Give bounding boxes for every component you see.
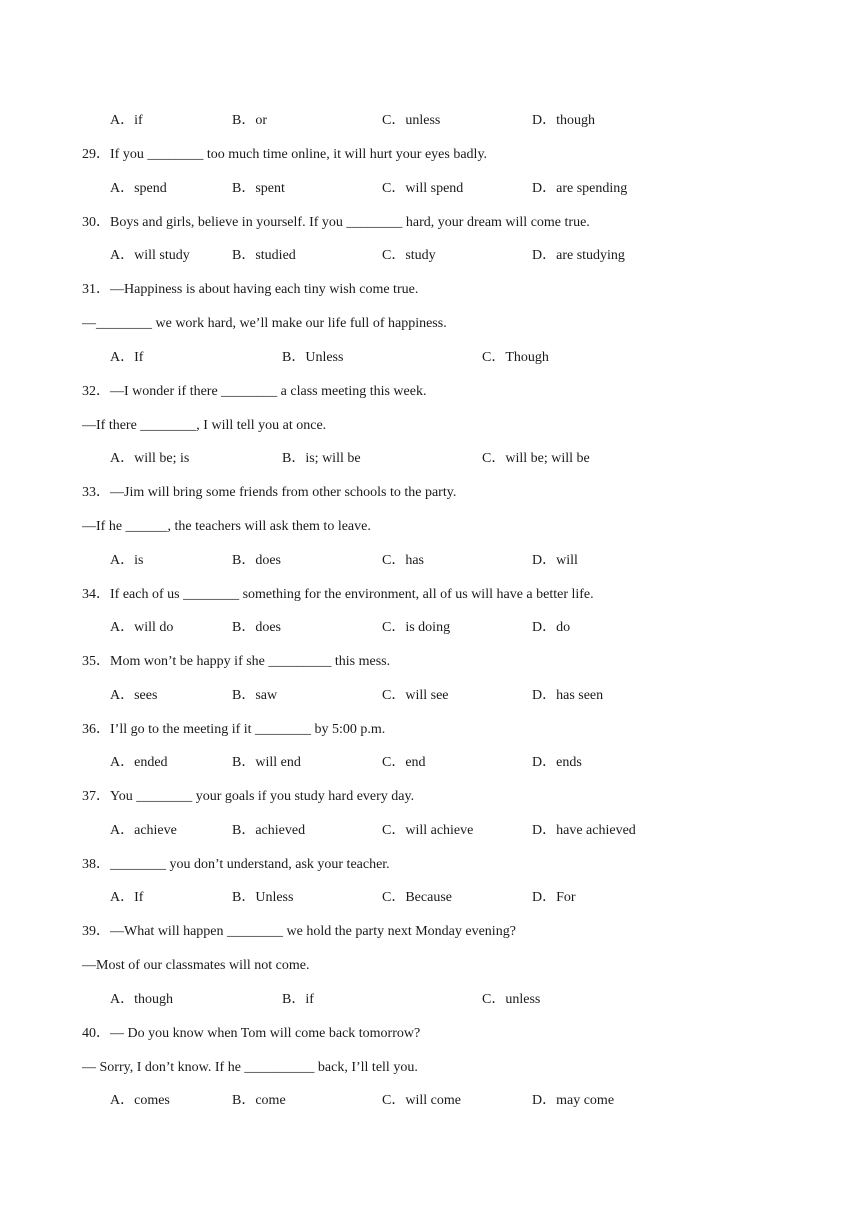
option-c: C．will see bbox=[382, 688, 449, 703]
question-31: 31．—Happiness is about having each tiny wish come true. bbox=[82, 282, 419, 297]
option-c: C．will be; will be bbox=[482, 451, 590, 466]
question-38: 38．________ you don’t understand, ask your teacher. bbox=[82, 857, 390, 872]
option-d: D．may come bbox=[532, 1093, 615, 1108]
option-d: D．do bbox=[532, 620, 571, 635]
option-d: D．have achieved bbox=[532, 823, 636, 838]
option-d: D．has seen bbox=[532, 688, 604, 703]
question-36: 36．I’ll go to the meeting if it ________ by 5:00 p.m. bbox=[82, 722, 386, 737]
option-a: A．If bbox=[110, 350, 144, 365]
option-c: C．has bbox=[382, 553, 424, 568]
option-b: B．is; will be bbox=[282, 451, 361, 466]
option-c: C．will come bbox=[382, 1093, 461, 1108]
question-29: 29．If you ________ too much time online, it will hurt your eyes badly. bbox=[82, 147, 488, 162]
option-b: B．will end bbox=[232, 755, 301, 770]
option-b: B．spent bbox=[232, 181, 285, 196]
reply-40: — Sorry, I don’t know. If he __________ back, I’ll tell you. bbox=[82, 1060, 418, 1075]
option-d: D．For bbox=[532, 890, 576, 905]
option-b: B．saw bbox=[232, 688, 278, 703]
option-a: A．if bbox=[110, 113, 143, 128]
option-a: A．achieve bbox=[110, 823, 177, 838]
option-b: B．Unless bbox=[232, 890, 294, 905]
option-d: D．will bbox=[532, 553, 578, 568]
option-a: A．spend bbox=[110, 181, 167, 196]
question-34: 34．If each of us ________ something for the environment, all of us will have a better life. bbox=[82, 587, 594, 602]
option-c: C．Though bbox=[482, 350, 549, 365]
question-32: 32．—I wonder if there ________ a class meeting this week. bbox=[82, 384, 427, 399]
option-b: B．come bbox=[232, 1093, 286, 1108]
option-d: D．are studying bbox=[532, 248, 625, 263]
question-40: 40．— Do you know when Tom will come back tomorrow? bbox=[82, 1026, 421, 1041]
option-b: B．or bbox=[232, 113, 267, 128]
option-d: D．though bbox=[532, 113, 595, 128]
option-a: A．comes bbox=[110, 1093, 170, 1108]
option-a: A．will be; is bbox=[110, 451, 190, 466]
option-d: D．ends bbox=[532, 755, 582, 770]
option-c: C．Because bbox=[382, 890, 452, 905]
option-b: B．does bbox=[232, 620, 281, 635]
option-b: B．Unless bbox=[282, 350, 344, 365]
option-b: B．does bbox=[232, 553, 281, 568]
option-c: C．unless bbox=[482, 992, 541, 1007]
option-b: B．achieved bbox=[232, 823, 306, 838]
option-a: A．sees bbox=[110, 688, 158, 703]
option-a: A．will do bbox=[110, 620, 174, 635]
question-39: 39．—What will happen ________ we hold the party next Monday evening? bbox=[82, 924, 516, 939]
option-a: A．ended bbox=[110, 755, 168, 770]
option-a: A．though bbox=[110, 992, 173, 1007]
option-a: A．is bbox=[110, 553, 144, 568]
option-c: C．will achieve bbox=[382, 823, 474, 838]
question-35: 35．Mom won’t be happy if she _________ this mess. bbox=[82, 654, 391, 669]
option-c: C．will spend bbox=[382, 181, 464, 196]
reply-32: —If there ________, I will tell you at once. bbox=[82, 418, 327, 433]
option-d: D．are spending bbox=[532, 181, 628, 196]
reply-33: —If he ______, the teachers will ask them to leave. bbox=[82, 519, 371, 534]
reply-39: —Most of our classmates will not come. bbox=[82, 958, 310, 973]
option-b: B．studied bbox=[232, 248, 296, 263]
option-c: C．is doing bbox=[382, 620, 451, 635]
question-37: 37．You ________ your goals if you study hard every day. bbox=[82, 789, 415, 804]
option-a: A．will study bbox=[110, 248, 190, 263]
option-c: C．end bbox=[382, 755, 426, 770]
option-b: B．if bbox=[282, 992, 314, 1007]
option-a: A．If bbox=[110, 890, 144, 905]
question-30: 30．Boys and girls, believe in yourself. If you ________ hard, your dream will come true. bbox=[82, 215, 590, 230]
reply-31: —________ we work hard, we’ll make our life full of happiness. bbox=[82, 316, 447, 331]
option-c: C．unless bbox=[382, 113, 441, 128]
question-33: 33．—Jim will bring some friends from other schools to the party. bbox=[82, 485, 457, 500]
option-c: C．study bbox=[382, 248, 436, 263]
